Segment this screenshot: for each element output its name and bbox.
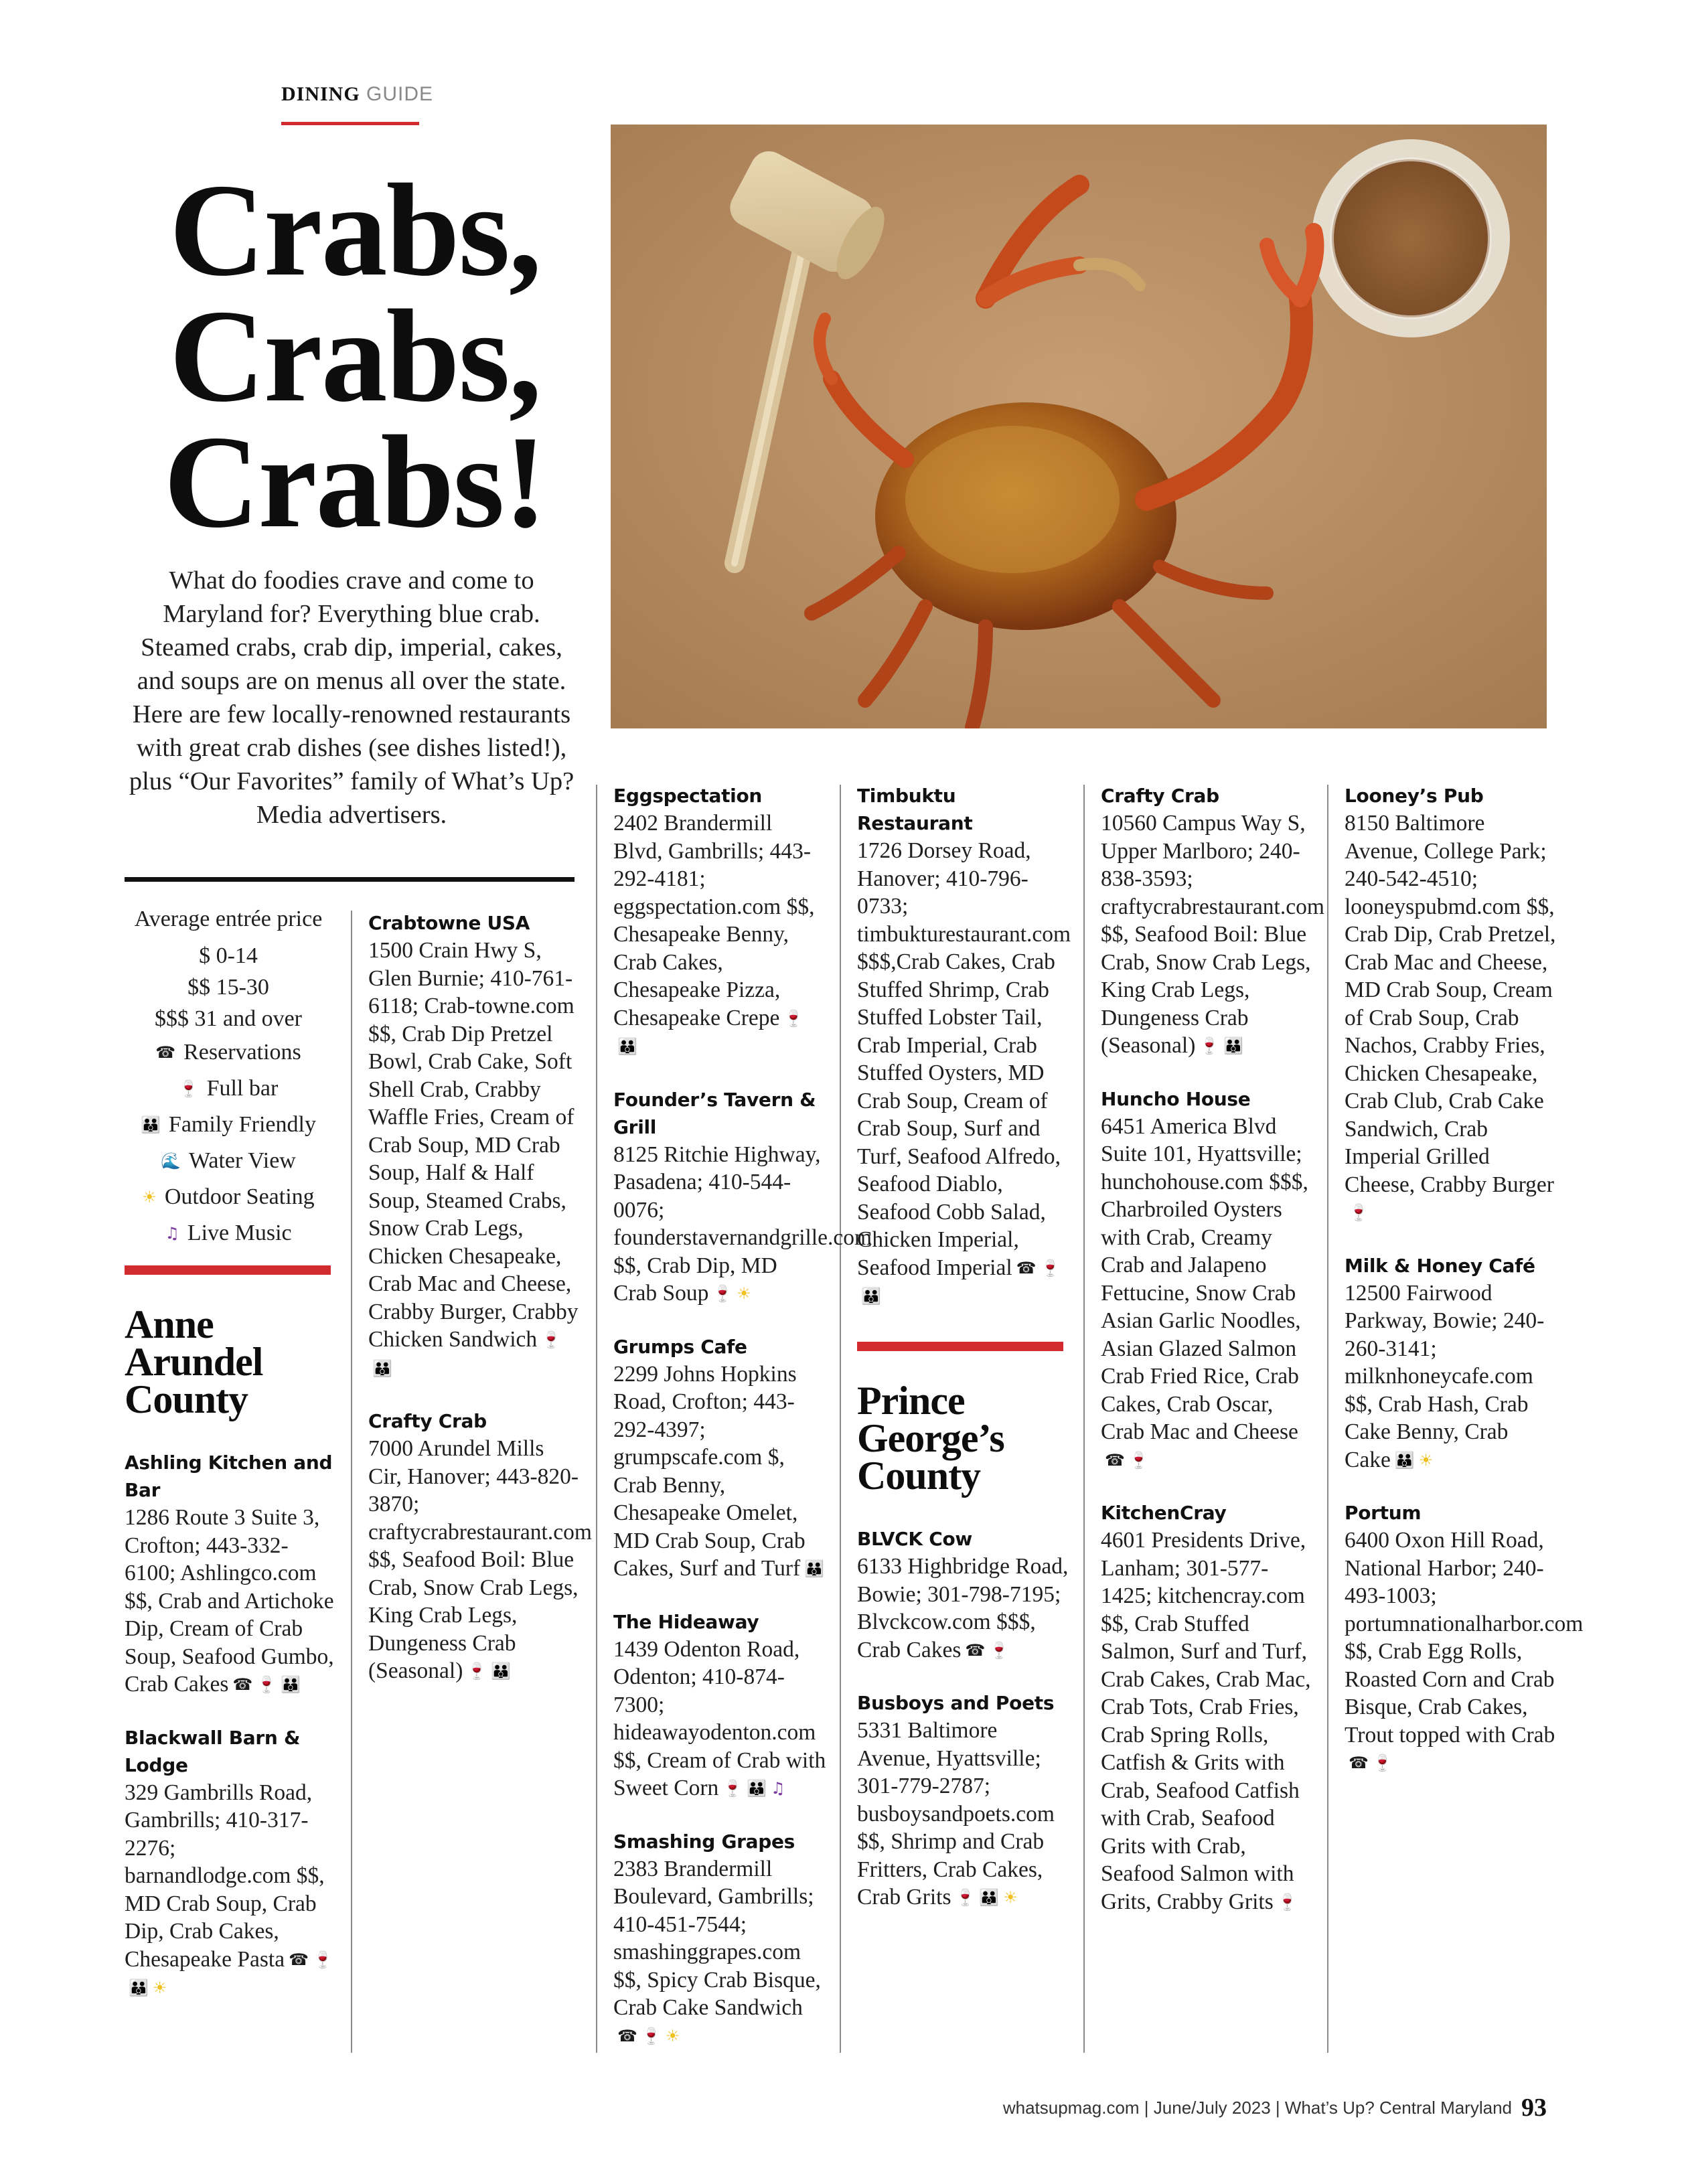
phone-icon: ☎: [1105, 1450, 1125, 1470]
restaurant-listing: [1345, 782, 1557, 1227]
wine-glass-icon: 🍷: [641, 2026, 662, 2045]
restaurant-listing: [857, 782, 1070, 1311]
restaurant-details-text: 6451 America Blvd Suite 101, Hyattsville; hunchohouse.com $$$, Charbroiled Oysters with Crab, Creamy Crab and Jalapeno Fettucine, Snow Crab Asian Garlic Noodles, Asian Glazed Salmon Crab Fried Rice, Crab Cakes, Crab Oscar, Crab Mac and Cheese: [1101, 1113, 1308, 1444]
sun-icon: ☀: [1003, 1888, 1018, 1907]
phone-icon: ☎: [965, 1640, 986, 1660]
restaurant-details-text: 6133 Highbridge Road, Bowie; 301-798-7195; Blvckcow.com $$$, Crab Cakes: [857, 1554, 1069, 1662]
legend-key-wine-glass: [125, 1071, 332, 1107]
restaurant-details: [125, 1779, 337, 2003]
legend-key-family: [125, 1107, 332, 1143]
restaurant-details: [1101, 1113, 1314, 1475]
family-icon: 👪: [804, 1559, 825, 1578]
restaurant-name: BLVCK Cow: [857, 1528, 972, 1550]
restaurant-listing: [613, 1608, 826, 1803]
family-icon: 👪: [141, 1115, 161, 1134]
section-tag-light: GUIDE: [366, 83, 434, 105]
headline-line-3: Crabs!: [163, 408, 546, 555]
restaurant-name: Founder’s Tavern & Grill: [613, 1088, 816, 1138]
restaurant-listing: [613, 1828, 826, 2051]
wine-glass-icon: 🍷: [256, 1675, 277, 1694]
phone-icon: ☎: [232, 1675, 253, 1694]
phone-icon: ☎: [1349, 1753, 1369, 1772]
restaurant-details-text: 1500 Crain Hwy S, Glen Burnie; 410-761-6118; Crab-towne.com $$, Crab Dip Pretzel Bowl, Crab Cake, Soft Shell Crab, Crabby Waffle Fries, Cream of Crab Soup, MD Crab Soup, Half & Half Soup, Steamed Crabs, Snow Crab Legs, Chicken Chesapeake, Crab Mac and Cheese, Crabby Burger, Crabby Chicken Sandwich: [368, 938, 579, 1352]
restaurant-listing: [125, 1724, 337, 2003]
section-tag-rule: [281, 122, 419, 125]
listing-column-2: [368, 909, 592, 1711]
sun-icon: ☀: [152, 1978, 167, 1997]
restaurant-name: Milk & Honey Café: [1345, 1254, 1535, 1277]
restaurant-details: [613, 1141, 872, 1308]
family-icon: 👪: [372, 1358, 392, 1378]
family-icon: 👪: [281, 1675, 301, 1694]
restaurant-details-text: 10560 Campus Way S, Upper Marlboro; 240-838-3593; craftycrabrestaurant.com $$, Seafood Boil: Blue Crab, Snow Crab Legs, King Crab Legs, Dungeness Crab (Seasonal): [1101, 811, 1324, 1058]
restaurant-details: [857, 837, 1070, 1311]
restaurant-name: Ashling Kitchen and Bar: [125, 1452, 333, 1501]
restaurant-listing: [857, 1525, 1070, 1664]
column-rule-2: [596, 785, 597, 2053]
wine-glass-icon: 🍷: [1040, 1258, 1061, 1277]
restaurant-listing: [613, 782, 826, 1061]
price-legend: [125, 903, 332, 1251]
restaurant-listing: [1101, 1085, 1314, 1475]
restaurant-details-text: 1439 Odenton Road, Odenton; 410-874-7300; hideawayodenton.com $$, Cream of Crab with Sweet Corn: [613, 1636, 826, 1800]
restaurant-listing: [368, 909, 581, 1383]
wine-glass-icon: 🍷: [467, 1662, 487, 1681]
restaurant-details: [368, 937, 581, 1383]
family-icon: 👪: [491, 1662, 512, 1681]
restaurant-details-text: 4601 Presidents Drive, Lanham; 301-577-1425; kitchencray.com $$, Crab Stuffed Salmon, Surf and Turf, Crab Cakes, Crab Mac, Crab Tots, Crab Fries, Crab Spring Rolls, Catfish & Grits with Crab, Seafood Catfish with Crab, Seafood Grits with Crab, Seafood Salmon with Grits, Crabby Grits: [1101, 1528, 1311, 1914]
listing-column-6: [1345, 782, 1584, 1802]
restaurant-details-text: 7000 Arundel Mills Cir, Hanover; 443-820-3870; craftycrabrestaurant.com $$, Seafood Boil: Blue Crab, Snow Crab Legs, King Crab Legs, Dungeness Crab (Seasonal): [368, 1436, 592, 1683]
wine-glass-icon: 🍷: [989, 1640, 1010, 1660]
restaurant-name: Crafty Crab: [368, 1410, 487, 1432]
restaurant-name: Portum: [1345, 1502, 1422, 1524]
wine-glass-icon: 🍷: [1349, 1203, 1369, 1222]
restaurant-details-text: 12500 Fairwood Parkway, Bowie; 240-260-3141; milknhoneycafe.com $$, Crab Hash, Crab Cake Benny, Crab Cake: [1345, 1280, 1545, 1472]
listing-column-4-lower: [857, 1525, 1070, 1937]
restaurant-details-text: 2383 Brandermill Boulevard, Gambrills; 410-451-7544; smashinggrapes.com $$, Spicy Crab Bisque, Crab Cake Sandwich: [613, 1856, 821, 2020]
restaurant-details: [857, 1553, 1070, 1664]
page-number: 93: [1521, 2094, 1547, 2122]
restaurant-name: Looney’s Pub: [1345, 785, 1484, 807]
legend-price-3: $$$ 31 and over: [154, 1006, 302, 1031]
family-icon: 👪: [979, 1888, 1000, 1907]
restaurant-listing: [1345, 1499, 1584, 1778]
wine-glass-icon: 🍷: [722, 1779, 743, 1798]
restaurant-name: Busboys and Poets: [857, 1692, 1055, 1714]
restaurant-listing: [1101, 1499, 1314, 1916]
restaurant-details: [1345, 1279, 1557, 1475]
restaurant-listing: [857, 1689, 1070, 1912]
restaurant-name: Timbuktu Restaurant: [857, 785, 973, 834]
restaurant-details: [368, 1435, 592, 1686]
family-icon: 👪: [1223, 1036, 1244, 1055]
restaurant-details: [613, 1636, 826, 1803]
anne-arundel-bar: [125, 1265, 331, 1275]
legend-key-label: Outdoor Seating: [164, 1184, 315, 1209]
footer-text: whatsupmag.com | June/July 2023 | What’s Up? Central Maryland: [1002, 2098, 1512, 2118]
restaurant-details: [613, 809, 826, 1061]
legend-key-label: Reservations: [183, 1040, 301, 1065]
headline-line-1: Crabs,: [169, 157, 541, 303]
sun-icon: ☀: [1418, 1450, 1434, 1470]
family-icon: 👪: [129, 1978, 149, 1997]
column-rule-4: [1083, 785, 1085, 2053]
legend-price-1: $ 0-14: [199, 943, 258, 968]
restaurant-details-text: 6400 Oxon Hill Road, National Harbor; 240-493-1003; portumnationalharbor.com $$, Crab Egg Rolls, Roasted Corn and Crab Bisque, Crab Cakes, Trout topped with Crab: [1345, 1528, 1584, 1747]
family-icon: 👪: [747, 1779, 767, 1798]
wine-glass-icon: 🍷: [1199, 1036, 1220, 1055]
phone-icon: ☎: [617, 2026, 637, 2045]
page-footer: [1003, 2093, 1547, 2122]
restaurant-listing: [613, 1333, 826, 1583]
restaurant-name: Eggspectation: [613, 785, 763, 807]
restaurant-listing: [368, 1407, 592, 1686]
restaurant-listing: [613, 1086, 872, 1308]
crab-photo: [611, 125, 1547, 728]
legend-key-label: Full bar: [206, 1076, 279, 1101]
restaurant-details: [1345, 809, 1557, 1227]
wine-glass-icon: 🍷: [783, 1008, 804, 1028]
legend-keys: [125, 1034, 332, 1251]
phone-icon: ☎: [1016, 1258, 1037, 1277]
section-tag-bold: DINING: [281, 83, 360, 105]
listing-column-1: [125, 1449, 337, 2027]
restaurant-details: [1101, 1527, 1314, 1916]
restaurant-details-text: 8125 Ritchie Highway, Pasadena; 410-544-0076; founderstavernandgrille.com $$, Crab Dip, MD Crab Soup: [613, 1142, 872, 1306]
family-icon: 👪: [617, 1037, 637, 1056]
restaurant-details: [1101, 809, 1324, 1061]
restaurant-name: Huncho House: [1101, 1087, 1251, 1110]
restaurant-name: The Hideaway: [613, 1610, 759, 1633]
restaurant-name: Grumps Cafe: [613, 1335, 747, 1358]
anne-arundel-heading: Anne Arundel County: [125, 1302, 263, 1421]
sun-icon: ☀: [737, 1284, 751, 1303]
restaurant-name: Crabtowne USA: [368, 912, 530, 934]
listing-column-4: [857, 782, 1070, 1336]
legend-key-music-note: [125, 1215, 332, 1251]
legend-key-label: Water View: [189, 1148, 296, 1173]
sun-icon: ☀: [665, 2026, 680, 2045]
restaurant-details: [613, 1360, 826, 1583]
restaurant-details-text: 5331 Baltimore Avenue, Hyattsville; 301-779-2787; busboysandpoets.com $$, Shrimp and Crab Fritters, Crab Cakes, Crab Grits: [857, 1718, 1055, 1909]
restaurant-listing: [1101, 782, 1324, 1061]
wine-glass-icon: 🍷: [955, 1888, 976, 1907]
prince-georges-bar: [857, 1342, 1063, 1351]
intro-rule: [125, 877, 575, 882]
phone-icon: ☎: [155, 1043, 176, 1062]
legend-title: Average entrée price: [134, 907, 323, 931]
legend-price-2: $$ 15-30: [187, 975, 269, 1000]
legend-key-wave: [125, 1143, 332, 1179]
wine-glass-icon: 🍷: [1372, 1753, 1393, 1772]
restaurant-details-text: 1726 Dorsey Road, Hanover; 410-796-0733; timbukturestaurant.com $$$,Crab Cakes, Crab Stuffed Shrimp, Crab Stuffed Lobster Tail, Crab Imperial, Crab Stuffed Oysters, MD Crab Soup, Cream of Crab Soup, Surf and Turf, Seafood Alfredo, Seafood Diablo, Seafood Cobb Salad, Chicken Imperial, Seafood Imperial: [857, 838, 1071, 1280]
music-note-icon: ♫: [771, 1779, 785, 1798]
legend-key-label: Live Music: [187, 1221, 292, 1245]
column-rule-3: [840, 785, 841, 2053]
restaurant-name: KitchenCray: [1101, 1502, 1227, 1524]
restaurant-listing: [1345, 1252, 1557, 1475]
restaurant-details-text: 8150 Baltimore Avenue, College Park; 240-542-4510; looneyspubmd.com $$, Crab Dip, Crab Pretzel, Crab Mac and Cheese, MD Crab Soup, Cream of Crab Soup, Crab Nachos, Crabby Fries, Chicken Chesapeake, Crab Club, Crab Cake Sandwich, Crab Imperial Grilled Cheese, Crabby Burger: [1345, 811, 1556, 1197]
headline: [127, 157, 583, 555]
headline-line-2: Crabs,: [169, 283, 541, 429]
wine-glass-icon: 🍷: [1277, 1892, 1298, 1912]
intro-paragraph: What do foodies crave and come to Maryland for? Everything blue crab. Steamed crabs, crab dip, imperial, cakes, and soups are on menus all over the state. Here are few locally-renowned restaurants with great crab dishes (see dishes listed!), plus “Our Favorites” family of What’s Up? Media advertisers.: [129, 566, 575, 829]
restaurant-details-text: 329 Gambrills Road, Gambrills; 410-317-2276; barnandlodge.com $$, MD Crab Soup, Crab Dip, Crab Cakes, Chesapeake Pasta: [125, 1780, 325, 1972]
wine-glass-icon: 🍷: [312, 1950, 333, 1969]
legend-key-phone: [125, 1034, 332, 1071]
family-icon: 👪: [1394, 1450, 1415, 1470]
restaurant-details: [1345, 1527, 1584, 1778]
legend-key-sun: [125, 1179, 332, 1215]
section-tag: [281, 83, 433, 106]
legend-key-label: Family Friendly: [168, 1112, 316, 1137]
wave-icon: 🌊: [161, 1152, 181, 1170]
phone-icon: ☎: [289, 1950, 309, 1969]
restaurant-details: [613, 1855, 826, 2051]
sun-icon: ☀: [142, 1188, 157, 1206]
music-note-icon: ♫: [165, 1224, 179, 1243]
column-rule-1: [351, 911, 352, 2053]
restaurant-details-text: 2402 Brandermill Blvd, Gambrills; 443-292-4181; eggspectation.com $$, Chesapeake Benny, Crab Cakes, Chesapeake Pizza, Chesapeake Crepe: [613, 811, 815, 1030]
wine-glass-icon: 🍷: [541, 1330, 562, 1349]
column-rule-5: [1327, 785, 1328, 2053]
prince-georges-heading: Prince George’s County: [857, 1379, 1004, 1498]
restaurant-details-text: 2299 Johns Hopkins Road, Crofton; 443-292-4397; grumpscafe.com $, Crab Benny, Chesapeake Omelet, MD Crab Soup, Crab Cakes, Surf and Turf: [613, 1361, 806, 1581]
family-icon: 👪: [861, 1287, 881, 1306]
restaurant-name: Blackwall Barn & Lodge: [125, 1726, 301, 1776]
restaurant-details: [857, 1717, 1070, 1912]
wine-glass-icon: 🍷: [1128, 1450, 1149, 1470]
restaurant-details: [125, 1504, 337, 1699]
wine-glass-icon: 🍷: [712, 1284, 733, 1303]
wine-glass-icon: 🍷: [178, 1079, 199, 1098]
restaurant-name: Crafty Crab: [1101, 785, 1219, 807]
restaurant-listing: [125, 1449, 337, 1699]
listing-column-3: [613, 782, 872, 2075]
restaurant-name: Smashing Grapes: [613, 1830, 795, 1853]
listing-column-5: [1101, 782, 1324, 1941]
restaurant-details-text: 1286 Route 3 Suite 3, Crofton; 443-332-6100; Ashlingco.com $$, Crab and Artichoke Dip, Cream of Crab Soup, Seafood Gumbo, Crab Cakes: [125, 1505, 334, 1697]
